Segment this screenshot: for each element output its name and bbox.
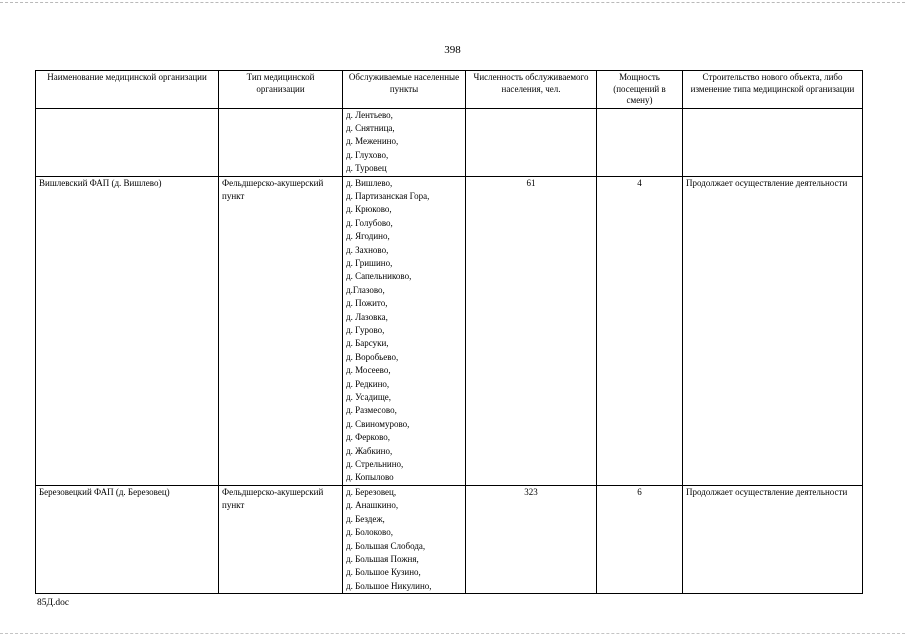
settlement-item: д. Большая Пожня,: [346, 553, 419, 564]
settlement-item: д. Ягодино,: [346, 231, 390, 242]
header-construction: Строительство нового объекта, либо изменение типа медицинской организации: [683, 71, 863, 109]
settlement-item: д. Ферково,: [346, 432, 391, 443]
scan-edge-bottom: [0, 633, 905, 634]
capacity-cell: [597, 108, 683, 176]
settlement-item: д. Большая Слобода,: [346, 540, 426, 551]
page-number: 398: [444, 44, 461, 56]
organization-type-cell: [219, 108, 343, 176]
header-organization-name: Наименование медицинской организации: [36, 71, 219, 109]
capacity-cell: 6: [597, 485, 683, 593]
settlement-item: д. Лентьево,: [346, 109, 393, 120]
footer-filename: 85Д.doc: [37, 598, 70, 608]
capacity-cell: 4: [597, 176, 683, 485]
settlement-item: д. Гурово,: [346, 325, 385, 335]
table-row: [36, 176, 863, 485]
table-header-row: [36, 71, 863, 109]
settlement-item: д.Глазово,: [346, 284, 385, 295]
settlement-item: д. Редкино,: [346, 378, 390, 389]
population-cell: [466, 108, 597, 176]
settlement-item: д. Лазовка,: [346, 311, 388, 322]
settlement-item: д. Вишлево,: [346, 177, 393, 188]
organization-name-cell: Березовецкий ФАП (д. Березовец): [36, 485, 219, 593]
organization-type-cell: Фельдшерско-акушерский пункт: [219, 176, 343, 485]
construction-cell: Продолжает осуществление деятельности: [683, 176, 863, 485]
header-settlements: Обслуживаемые населенные пункты: [343, 71, 466, 109]
header-population: Численность обслуживаемого населения, чел.: [466, 71, 597, 109]
settlement-item: д. Свиномурово,: [346, 418, 410, 429]
settlement-item: д. Глухово,: [346, 149, 389, 160]
settlement-item: д. Большое Никулино,: [346, 580, 432, 591]
settlements-cell: [343, 108, 466, 176]
settlement-item: д. Крюково,: [346, 204, 392, 215]
table-row: [36, 485, 863, 593]
settlement-item: д. Размесово,: [346, 405, 397, 416]
settlement-item: д. Сапельниково,: [346, 271, 412, 282]
medical-organizations-table: [35, 70, 863, 594]
settlement-item: д. Копылово: [346, 472, 394, 483]
settlement-item: д. Бездеж,: [346, 513, 385, 524]
settlement-item: д. Гришино,: [346, 257, 393, 268]
settlement-item: д. Жабкино,: [346, 445, 393, 456]
population-cell: 61: [466, 176, 597, 485]
header-capacity: Мощность (посещений в смену): [597, 71, 683, 109]
settlement-item: д. Туровец: [346, 163, 387, 174]
settlement-item: д. Мосеево,: [346, 365, 391, 376]
settlement-item: д. Барсуки,: [346, 338, 389, 349]
organization-name-cell: Вишлевский ФАП (д. Вишлево): [36, 176, 219, 485]
organization-type-cell: Фельдшерско-акушерский пункт: [219, 485, 343, 593]
construction-cell: [683, 108, 863, 176]
settlement-item: д. Болоково,: [346, 527, 393, 538]
settlement-item: д. Меженино,: [346, 136, 399, 147]
settlement-item: д. Большое Кузино,: [346, 567, 421, 578]
header-organization-type: Тип медицинской организации: [219, 71, 343, 109]
settlements-cell: [343, 176, 466, 485]
settlement-item: д. Стрельнино,: [346, 459, 404, 470]
organization-name-cell: [36, 108, 219, 176]
construction-cell: Продолжает осуществление деятельности: [683, 485, 863, 593]
settlement-item: д. Снятница,: [346, 122, 395, 133]
settlement-item: д. Березовец,: [346, 486, 397, 497]
settlement-item: д. Пожито,: [346, 298, 388, 309]
settlement-item: д. Захново,: [346, 244, 389, 255]
settlement-item: д. Воробьево,: [346, 351, 399, 362]
population-cell: 323: [466, 485, 597, 593]
scan-edge-top: [0, 2, 905, 3]
settlement-item: д. Усадище,: [346, 392, 392, 403]
settlement-item: д. Голубово,: [346, 217, 393, 228]
settlement-item: д. Партизанская Гора,: [346, 190, 430, 201]
table-row: [36, 108, 863, 176]
settlements-cell: [343, 485, 466, 593]
settlement-item: д. Анашкино,: [346, 500, 399, 511]
